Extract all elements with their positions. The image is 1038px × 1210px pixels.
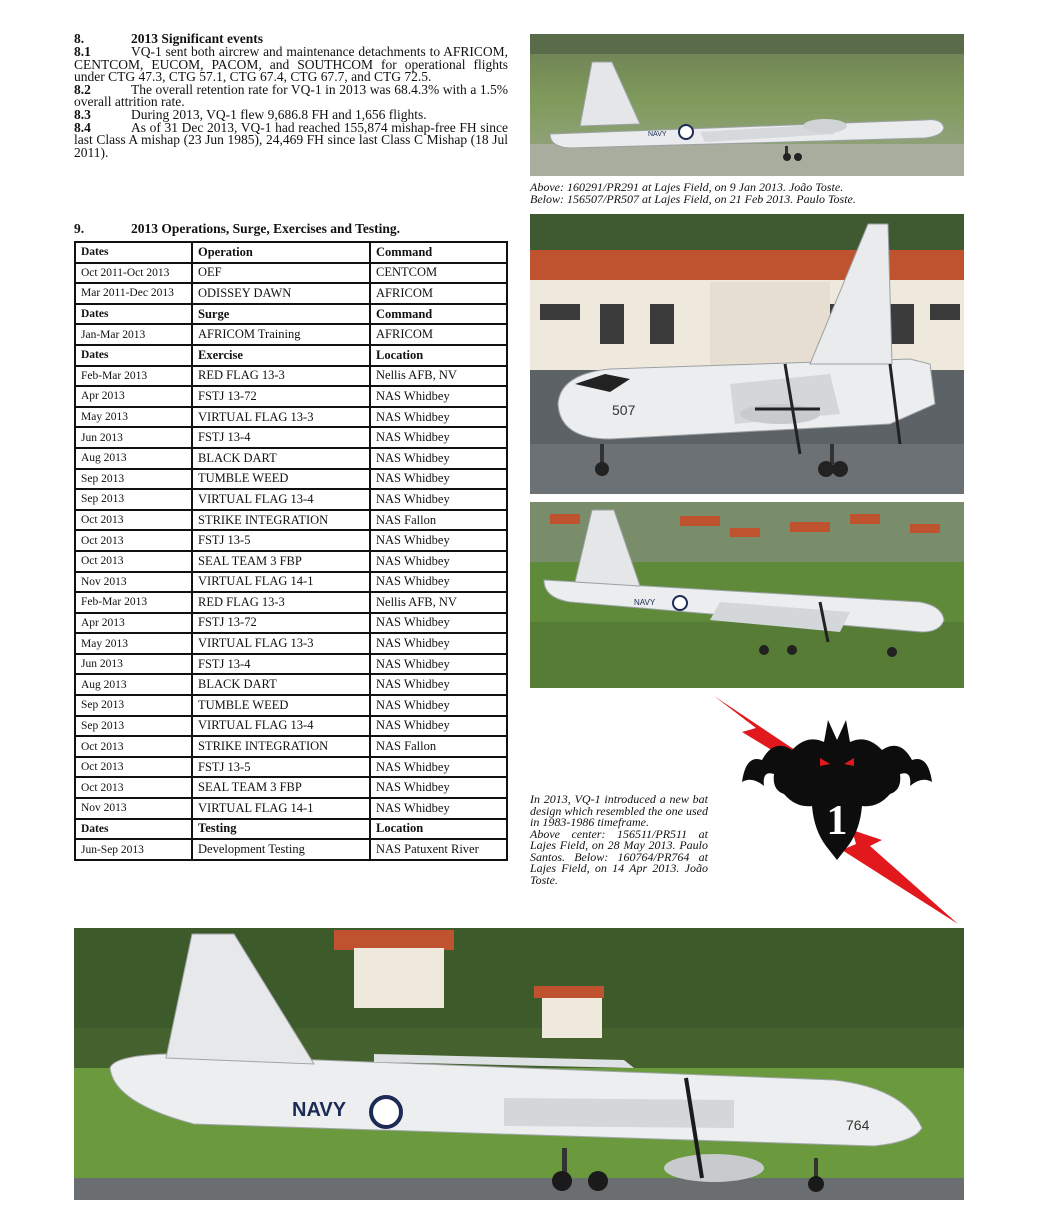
command-location-cell: NAS Whidbey <box>370 551 507 572</box>
command-location-cell: NAS Whidbey <box>370 572 507 593</box>
paragraph-text: As of 31 Dec 2013, VQ-1 had reached 155,874 mishap-free FH since last Class A mishap (23 Jun 1985), 24,469 FH since last Class C Mishap (18 Jul 2011). <box>74 119 508 160</box>
photo-scene <box>530 34 964 176</box>
table-row <box>75 613 507 634</box>
command-location-cell: NAS Whidbey <box>370 386 507 407</box>
caption-text: In 2013, VQ-1 introduced a new bat design which resembled the one used in 1983-1986 timeframe. <box>530 792 708 829</box>
activity-cell: BLACK DART <box>192 448 370 469</box>
table-row <box>75 448 507 469</box>
activity-cell: Testing <box>192 819 370 840</box>
table-row <box>75 427 507 448</box>
table-row <box>75 633 507 654</box>
command-location-cell: Command <box>370 304 507 325</box>
caption-text: Above center: 156511/PR511 at Lajes Field, on 28 May 2013. Paulo Santos. Below: 160764/PR764 at Lajes Field, on 14 Apr 2013. João Toste. <box>530 826 708 887</box>
photo-aircraft-pr511 <box>530 502 964 688</box>
activity-cell: VIRTUAL FLAG 13-3 <box>192 407 370 428</box>
activity-cell: VIRTUAL FLAG 13-4 <box>192 489 370 510</box>
dates-cell: Mar 2011-Dec 2013 <box>75 283 192 304</box>
navy-marking: NAVY <box>292 1099 347 1121</box>
command-location-cell: NAS Whidbey <box>370 407 507 428</box>
paragraph-8-1 <box>74 46 508 84</box>
command-location-cell: AFRICOM <box>370 283 507 304</box>
section-title: 2013 Operations, Surge, Exercises and Testing. <box>131 221 401 236</box>
dates-cell: Oct 2013 <box>75 551 192 572</box>
table-row <box>75 324 507 345</box>
table-row <box>75 263 507 284</box>
dates-cell: Oct 2013 <box>75 510 192 531</box>
command-location-cell: Location <box>370 819 507 840</box>
photo-scene <box>530 214 964 494</box>
command-location-cell: CENTCOM <box>370 263 507 284</box>
activity-cell: OEF <box>192 263 370 284</box>
table-row <box>75 716 507 737</box>
activity-cell: TUMBLE WEED <box>192 469 370 490</box>
dates-cell: Oct 2011-Oct 2013 <box>75 263 192 284</box>
section-title: 2013 Significant events <box>131 31 264 46</box>
dates-cell: Aug 2013 <box>75 448 192 469</box>
activity-cell: STRIKE INTEGRATION <box>192 510 370 531</box>
command-location-cell: NAS Whidbey <box>370 448 507 469</box>
dates-cell: Jun 2013 <box>75 427 192 448</box>
section-number: 9. <box>74 221 85 236</box>
aircraft-number: 507 <box>612 402 636 418</box>
command-location-cell: Nellis AFB, NV <box>370 592 507 613</box>
table-row <box>75 654 507 675</box>
activity-cell: RED FLAG 13-3 <box>192 592 370 613</box>
command-location-cell: NAS Fallon <box>370 736 507 757</box>
dates-cell: Apr 2013 <box>75 386 192 407</box>
dates-cell: Oct 2013 <box>75 777 192 798</box>
table-row <box>75 798 507 819</box>
activity-cell: FSTJ 13-5 <box>192 757 370 778</box>
dates-cell: Dates <box>75 242 192 263</box>
dates-cell: Feb-Mar 2013 <box>75 366 192 387</box>
activity-cell: FSTJ 13-72 <box>192 386 370 407</box>
paragraph-number: 8.2 <box>74 81 91 97</box>
activity-cell: FSTJ 13-5 <box>192 530 370 551</box>
command-location-cell: NAS Patuxent River <box>370 839 507 860</box>
table-row <box>75 530 507 551</box>
activity-cell: FSTJ 13-4 <box>192 427 370 448</box>
table-row <box>75 510 507 531</box>
dates-cell: Jan-Mar 2013 <box>75 324 192 345</box>
command-location-cell: NAS Whidbey <box>370 654 507 675</box>
dates-cell: Nov 2013 <box>75 798 192 819</box>
dates-cell: Apr 2013 <box>75 613 192 634</box>
aircraft-number: 764 <box>846 1117 870 1133</box>
activity-cell: SEAL TEAM 3 FBP <box>192 777 370 798</box>
dates-cell: May 2013 <box>75 633 192 654</box>
command-location-cell: AFRICOM <box>370 324 507 345</box>
command-location-cell: NAS Whidbey <box>370 798 507 819</box>
section-8 <box>74 32 508 159</box>
paragraph-number: 8.1 <box>74 44 91 59</box>
dates-cell: Dates <box>75 304 192 325</box>
photo-caption-top <box>530 182 964 205</box>
activity-cell: Development Testing <box>192 839 370 860</box>
activity-cell: BLACK DART <box>192 674 370 695</box>
activity-cell: VIRTUAL FLAG 13-4 <box>192 716 370 737</box>
table-header-row <box>75 819 507 840</box>
table-row <box>75 469 507 490</box>
navy-marking: NAVY <box>648 131 667 138</box>
dates-cell: Jun-Sep 2013 <box>75 839 192 860</box>
section-number: 8. <box>74 31 85 46</box>
photo-aircraft-pr291 <box>530 34 964 176</box>
paragraph-8-2 <box>74 81 508 110</box>
dates-cell: Dates <box>75 345 192 366</box>
dates-cell: Sep 2013 <box>75 695 192 716</box>
dates-cell: Oct 2013 <box>75 736 192 757</box>
dates-cell: May 2013 <box>75 407 192 428</box>
table-row <box>75 551 507 572</box>
photo-scene <box>74 928 964 1200</box>
table-header-row <box>75 345 507 366</box>
activity-cell: VIRTUAL FLAG 14-1 <box>192 798 370 819</box>
dates-cell: Feb-Mar 2013 <box>75 592 192 613</box>
table-row <box>75 674 507 695</box>
activity-cell: VIRTUAL FLAG 13-3 <box>192 633 370 654</box>
activity-cell: ODISSEY DAWN <box>192 283 370 304</box>
activity-cell: AFRICOM Training <box>192 324 370 345</box>
emblem-number: 1 <box>826 798 848 844</box>
activity-cell: FSTJ 13-4 <box>192 654 370 675</box>
command-location-cell: NAS Whidbey <box>370 427 507 448</box>
paragraph-8-4 <box>74 119 508 160</box>
dates-cell: Oct 2013 <box>75 757 192 778</box>
command-location-cell: Command <box>370 242 507 263</box>
dates-cell: Jun 2013 <box>75 654 192 675</box>
photo-scene <box>530 502 964 688</box>
command-location-cell: NAS Whidbey <box>370 633 507 654</box>
activity-cell: Operation <box>192 242 370 263</box>
activity-cell: SEAL TEAM 3 FBP <box>192 551 370 572</box>
dates-cell: Oct 2013 <box>75 530 192 551</box>
table-row <box>75 839 507 860</box>
activity-cell: FSTJ 13-72 <box>192 613 370 634</box>
table-row <box>75 283 507 304</box>
caption-line: Below: 156507/PR507 at Lajes Field, on 21 Feb 2013. Paulo Toste. <box>530 191 856 206</box>
command-location-cell: NAS Whidbey <box>370 674 507 695</box>
dates-cell: Dates <box>75 819 192 840</box>
table-header-row <box>75 242 507 263</box>
table-row <box>75 736 507 757</box>
table-row <box>75 777 507 798</box>
table-header-row <box>75 304 507 325</box>
table-row <box>75 695 507 716</box>
activity-cell: RED FLAG 13-3 <box>192 366 370 387</box>
command-location-cell: NAS Whidbey <box>370 777 507 798</box>
dates-cell: Sep 2013 <box>75 469 192 490</box>
activity-cell: STRIKE INTEGRATION <box>192 736 370 757</box>
bat-caption <box>530 794 708 886</box>
activity-cell: Surge <box>192 304 370 325</box>
section-9-heading <box>74 222 508 236</box>
command-location-cell: NAS Whidbey <box>370 489 507 510</box>
command-location-cell: NAS Whidbey <box>370 613 507 634</box>
command-location-cell: NAS Whidbey <box>370 695 507 716</box>
bat-logo-icon <box>712 690 962 926</box>
table-row <box>75 592 507 613</box>
dates-cell: Aug 2013 <box>75 674 192 695</box>
operations-table <box>74 241 508 861</box>
dates-cell: Nov 2013 <box>75 572 192 593</box>
command-location-cell: NAS Whidbey <box>370 469 507 490</box>
paragraph-text: VQ-1 sent both aircrew and maintenance detachments to AFRICOM, CENTCOM, EUCOM, PACOM, and SOUTHCOM for operational flights under CTG 47.3, CTG 57.1, CTG 67.4, CTG 67.7, and CTG 72.5. <box>74 44 508 85</box>
paragraph-number: 8.3 <box>74 106 91 122</box>
table-row <box>75 366 507 387</box>
caption-line: Above: 160291/PR291 at Lajes Field, on 9 Jan 2013. João Toste. <box>530 180 844 194</box>
bat-emblem <box>712 690 962 926</box>
dates-cell: Sep 2013 <box>75 489 192 510</box>
command-location-cell: NAS Whidbey <box>370 530 507 551</box>
paragraph-text: The overall retention rate for VQ-1 in 2013 was 68.4.3% with a 1.5% overall attrition rate. <box>74 81 508 110</box>
activity-cell: TUMBLE WEED <box>192 695 370 716</box>
command-location-cell: NAS Fallon <box>370 510 507 531</box>
photo-aircraft-pr764 <box>74 928 964 1200</box>
paragraph-number: 8.4 <box>74 119 91 135</box>
paragraph-text: During 2013, VQ-1 flew 9,686.8 FH and 1,656 flights. <box>131 106 427 122</box>
command-location-cell: Location <box>370 345 507 366</box>
table-row <box>75 489 507 510</box>
activity-cell: Exercise <box>192 345 370 366</box>
photo-aircraft-pr507 <box>530 214 964 494</box>
navy-marking: NAVY <box>634 598 656 607</box>
command-location-cell: Nellis AFB, NV <box>370 366 507 387</box>
table-row <box>75 572 507 593</box>
table-row <box>75 757 507 778</box>
command-location-cell: NAS Whidbey <box>370 716 507 737</box>
table-row <box>75 386 507 407</box>
table-row <box>75 407 507 428</box>
activity-cell: VIRTUAL FLAG 14-1 <box>192 572 370 593</box>
dates-cell: Sep 2013 <box>75 716 192 737</box>
command-location-cell: NAS Whidbey <box>370 757 507 778</box>
